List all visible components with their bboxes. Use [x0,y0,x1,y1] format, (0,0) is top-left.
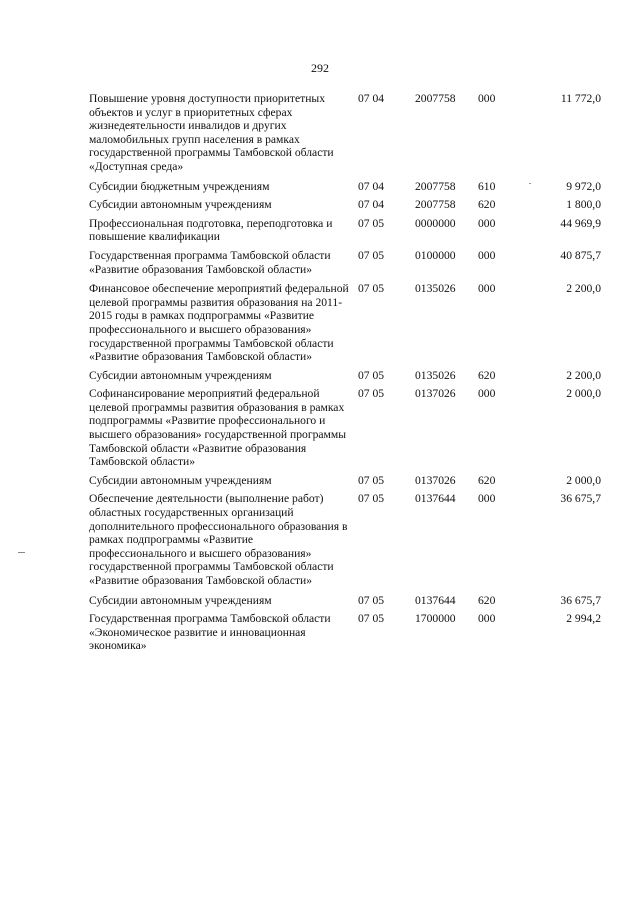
row-expense-type: 000 [478,248,496,262]
row-article: 2007758 [415,198,456,212]
table-row [89,282,601,364]
row-article: 0137644 [415,593,456,607]
table-row [89,369,601,383]
row-article: 0137644 [415,492,456,506]
row-amount: 11 772,0 [560,92,601,105]
row-expense-type: 000 [478,492,496,506]
row-amount: 2 000,0 [566,387,601,401]
row-section: 07 05 [358,248,385,262]
row-section: 07 05 [358,492,385,506]
row-article: 0100000 [415,248,456,262]
row-name: Финансовое обеспечение мероприятий федеральной целевой программы развития образования на 2011-2015 годы в рамках подпрограммы «Развитие профессионального и высшего образования» государственной программы Тамбовской области «Развитие образования Тамбовской области» [89,282,349,364]
row-section: 07 05 [358,216,385,230]
row-expense-type: 620 [478,593,496,607]
table-row [89,92,601,174]
row-expense-type: 000 [478,387,496,401]
row-section: 07 05 [358,473,385,487]
row-amount: 36 675,7 [560,492,601,506]
row-article: 0135026 [415,282,456,296]
row-name: Субсидии автономным учреждениям [89,368,272,382]
row-name: Субсидии бюджетным учреждениям [89,179,270,193]
row-amount: 44 969,9 [560,216,601,230]
row-amount: 2 000,0 [566,473,601,487]
row-name: Государственная программа Тамбовской области «Развитие образования Тамбовской области» [89,248,331,276]
row-expense-type: 610 [478,179,496,193]
row-amount: 36 675,7 [560,593,601,607]
row-amount: 2 994,2 [566,612,601,626]
table-row [89,474,601,488]
row-name: Субсидии автономным учреждениям [89,593,272,607]
table-row [89,217,601,244]
row-amount: 9 972,0 [566,179,601,193]
row-name: Субсидии автономным учреждениям [89,198,272,212]
row-article: 0135026 [415,368,456,382]
row-article: 1700000 [415,612,456,626]
row-expense-type: 000 [478,282,496,296]
table-row [89,492,601,587]
row-expense-type: 000 [478,216,496,230]
row-section: 07 05 [358,368,385,382]
row-expense-type: 620 [478,473,496,487]
budget-table [89,92,601,653]
row-amount: 2 200,0 [566,368,601,382]
row-expense-type: 000 [478,612,496,626]
row-article: 0137026 [415,387,456,401]
row-amount: 2 200,0 [566,282,601,296]
table-row [89,198,601,212]
row-article: 2007758 [415,179,456,193]
table-row [89,249,601,276]
row-name: Обеспечение деятельности (выполнение работ) областных государственных организаций дополнительного профессионального образования в рамках подпрограммы «Развитие профессионального и высшего образования» государственной программы Тамбовской области «Развитие образования Тамбовской области» [89,492,348,587]
page-number: 292 [311,61,329,75]
row-name: Профессиональная подготовка, переподготовка и повышение квалификации [89,216,333,244]
row-section: 07 05 [358,593,385,607]
row-section: 07 04 [358,179,385,193]
table-row [89,594,601,608]
row-section: 07 05 [358,387,385,401]
row-article: 0137026 [415,473,456,487]
row-name: Софинансирование мероприятий федеральной целевой программы развития образования в рамках подпрограммы «Развитие профессионального и высшего образования» государственной программы Тамбовской области «Развитие образования Тамбовской области» [89,387,346,469]
row-expense-type: 620 [478,368,496,382]
table-row [89,180,601,194]
row-article: 2007758 [415,92,456,105]
row-section: 07 04 [358,92,385,105]
row-name: Повышение уровня доступности приоритетных объектов и услуг в приоритетных сферах жизнедеятельности инвалидов и других маломобильных групп населения в рамках государственной программы Тамбовской области «Доступная среда» [89,92,334,173]
table-row [89,612,601,653]
row-name: Субсидии автономным учреждениям [89,473,272,487]
row-name: Государственная программа Тамбовской области «Экономическое развитие и инновационная экономика» [89,612,331,653]
row-section: 07 04 [358,198,385,212]
row-expense-type: 620 [478,198,496,212]
margin-mark [18,552,25,553]
row-article: 0000000 [415,216,456,230]
table-row [89,387,601,469]
row-section: 07 05 [358,612,385,626]
row-expense-type: 000 [478,92,496,105]
row-amount: 1 800,0 [566,198,601,212]
row-amount: 40 875,7 [560,248,601,262]
row-section: 07 05 [358,282,385,296]
